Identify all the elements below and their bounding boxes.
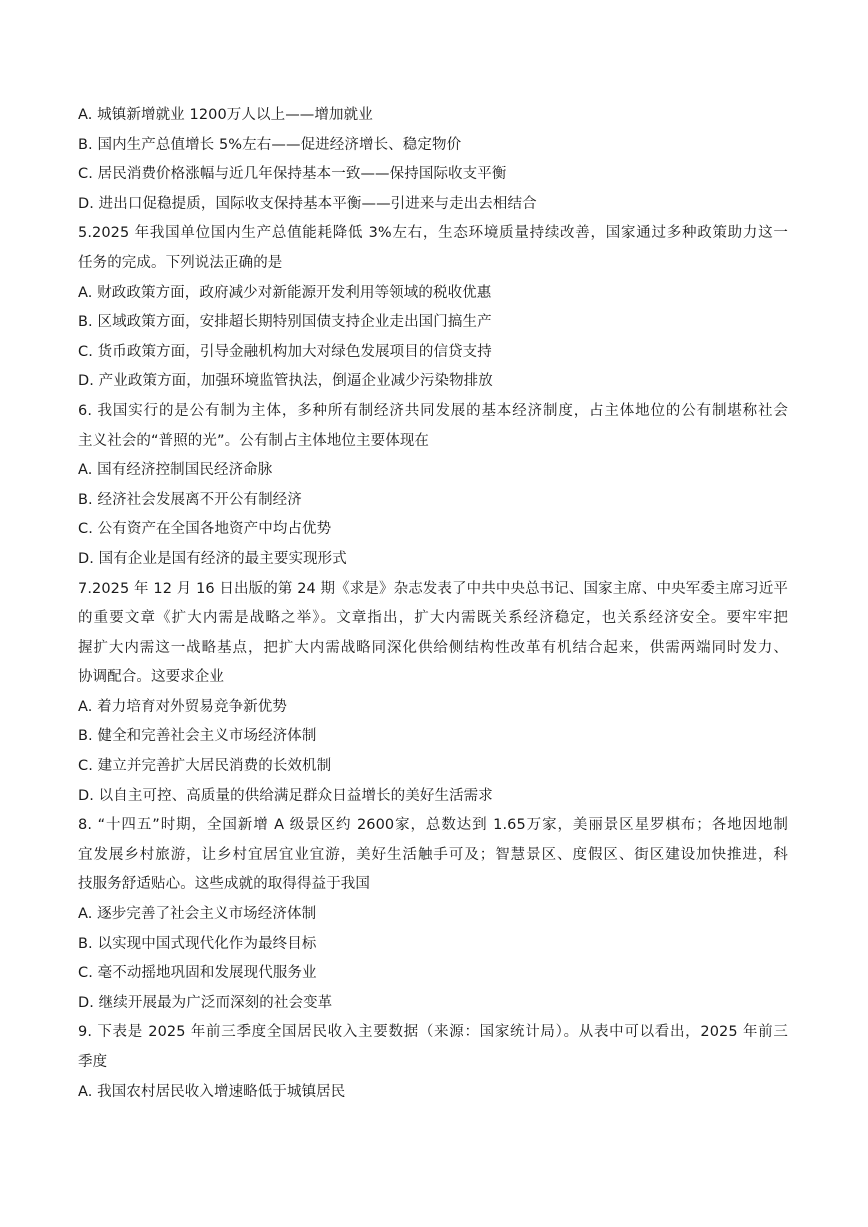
text-line: 5.2025 年我国单位国内生产总值能耗降低 3%左右，生态环境质量持续改善，国家通过多种政策助力这一 (78, 225, 788, 242)
text-line: 技服务舒适贴心。这些成就的取得得益于我国 (78, 876, 370, 893)
text-line: B. 经济社会发展离不开公有制经济 (78, 491, 302, 508)
text-line: C. 毫不动摇地巩固和发展现代服务业 (78, 965, 317, 982)
text-line: D. 产业政策方面，加强环境监管执法，倒逼企业减少污染物排放 (78, 373, 493, 390)
text-line: A. 国有经济控制国民经济命脉 (78, 462, 273, 479)
text-line: C. 建立并完善扩大居民消费的长效机制 (78, 758, 332, 775)
text-line: C. 货币政策方面，引导金融机构加大对绿色发展项目的信贷支持 (78, 343, 492, 360)
text-line: A. 城镇新增就业 1200万人以上——增加就业 (78, 107, 373, 123)
text-line: C. 公有资产在全国各地资产中均占优势 (78, 521, 332, 538)
text-line: 主义社会的“普照的光”。公有制占主体地位主要体现在 (78, 432, 430, 449)
text-line: D. 继续开展最为广泛而深刻的社会变革 (78, 994, 333, 1011)
text-line: 宜发展乡村旅游，让乡村宜居宜业宜游，美好生活触手可及；智慧景区、度假区、街区建设加快推进，科 (78, 846, 788, 863)
text-line: A. 着力培育对外贸易竞争新优势 (78, 698, 287, 715)
text-line: 7.2025 年 12 月 16 日出版的第 24 期《求是》杂志发表了中共中央总书记、国家主席、中央军委主席习近平 (78, 580, 788, 597)
text-line: B. 国内生产总值增长 5%左右——促进经济增长、稳定物价 (78, 136, 462, 153)
text-line: 8. “十四五”时期，全国新增 A 级景区约 2600家，总数达到 1.65万家，美丽景区星罗棋布；各地因地制 (78, 817, 788, 834)
text-line: D. 国有企业是国有经济的最主要实现形式 (78, 550, 347, 567)
text-line: 任务的完成。下列说法正确的是 (78, 254, 283, 271)
text-line: A. 逐步完善了社会主义市场经济体制 (78, 906, 317, 923)
text-line: B. 以实现中国式现代化作为最终目标 (78, 935, 317, 952)
text-line: B. 健全和完善社会主义市场经济体制 (78, 728, 317, 745)
document-body (78, 101, 788, 1107)
text-line: A. 财政政策方面，政府减少对新能源开发利用等领域的税收优惠 (78, 284, 492, 301)
text-line: D. 以自主可控、高质量的供给满足群众日益增长的美好生活需求 (78, 787, 493, 804)
text-line: 的重要文章《扩大内需是战略之举》。文章指出，扩大内需既关系经济稳定，也关系经济安全。要牢牢把 (78, 610, 788, 627)
text-line: 握扩大内需这一战略基点，把扩大内需战略同深化供给侧结构性改革有机结合起来，供需两端同时发力、 (78, 639, 788, 656)
text-line: 9. 下表是 2025 年前三季度全国居民收入主要数据（来源：国家统计局）。从表中可以看出，2025 年前三 (78, 1024, 788, 1041)
text-line: 协调配合。这要求企业 (78, 669, 224, 686)
text-line: C. 居民消费价格涨幅与近几年保持基本一致——保持国际收支平衡 (78, 166, 507, 183)
text-line: 季度 (78, 1054, 108, 1070)
text-line: 6. 我国实行的是公有制为主体，多种所有制经济共同发展的基本经济制度，占主体地位的公有制堪称社会 (78, 402, 788, 419)
text-line: A. 我国农村居民收入增速略低于城镇居民 (78, 1083, 346, 1100)
text-line: B. 区域政策方面，安排超长期特别国债支持企业走出国门搞生产 (78, 314, 492, 331)
text-line: D. 进出口促稳提质，国际收支保持基本平衡——引进来与走出去相结合 (78, 195, 537, 212)
